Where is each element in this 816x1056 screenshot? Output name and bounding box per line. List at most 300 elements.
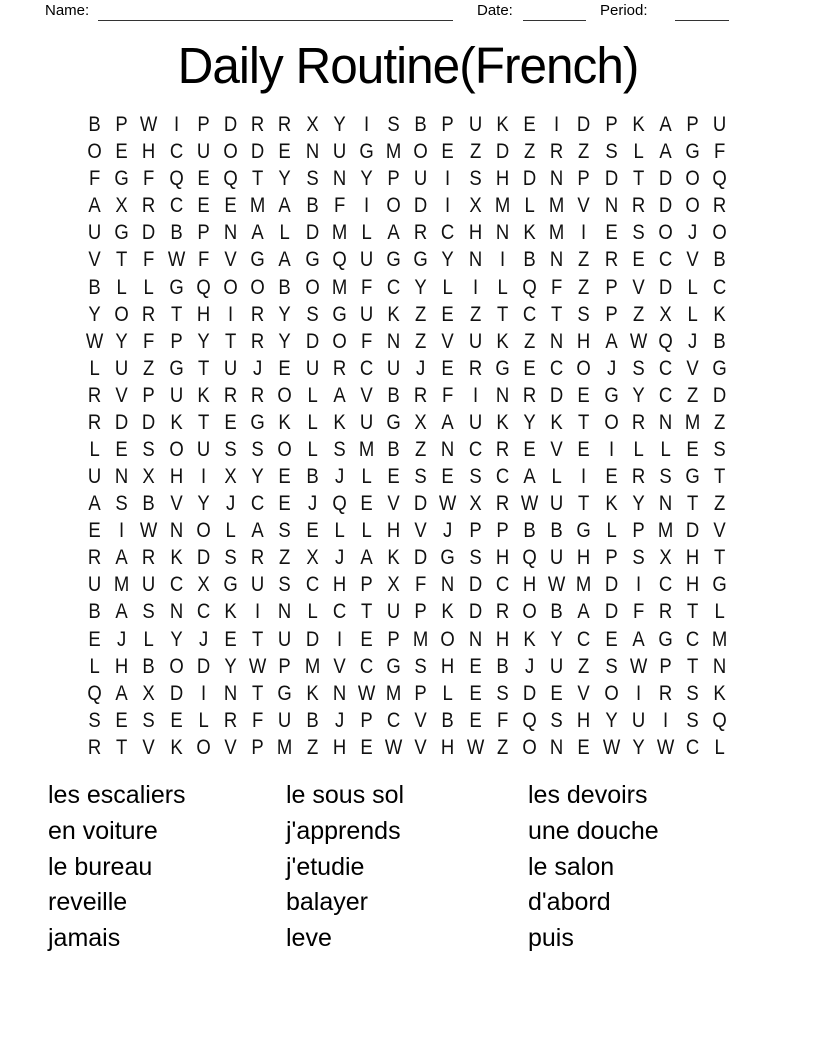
grid-letter: B — [496, 654, 509, 678]
grid-letter: D — [414, 194, 428, 218]
grid-letter: U — [115, 356, 129, 380]
grid-letter: D — [522, 167, 537, 191]
grid-letter: D — [305, 627, 319, 651]
grid-letter: B — [88, 275, 101, 299]
grid-letter: O — [196, 519, 211, 543]
grid-letter: S — [550, 708, 563, 732]
grid-letter: F — [143, 329, 155, 353]
grid-letter: S — [632, 356, 645, 380]
grid-letter: K — [496, 329, 509, 353]
grid-letter: Y — [604, 708, 618, 732]
grid-letter: D — [468, 573, 482, 597]
grid-letter: B — [523, 519, 536, 543]
grid-letter: L — [497, 275, 508, 299]
grid-letter: E — [523, 437, 536, 461]
grid-letter: E — [197, 194, 210, 218]
grid-letter: J — [253, 356, 263, 380]
grid-letter: I — [336, 627, 342, 651]
grid-letter: F — [714, 140, 726, 164]
grid-letter: J — [416, 356, 426, 380]
grid-letter: T — [632, 167, 644, 191]
grid-letter: U — [278, 708, 292, 732]
grid-letter: Z — [279, 546, 291, 570]
grid-letter: Z — [306, 735, 318, 759]
grid-letter: V — [414, 519, 428, 543]
grid-letter: R — [251, 546, 265, 570]
grid-letter: N — [658, 492, 673, 516]
grid-letter: D — [577, 113, 591, 137]
page-title: Daily Routine(French) — [177, 37, 639, 94]
grid-letter: T — [197, 410, 209, 434]
grid-letter: W — [629, 654, 648, 678]
grid-letter: P — [414, 600, 428, 624]
grid-letter: A — [251, 221, 264, 245]
grid-letter: E — [604, 221, 618, 245]
period-label: Period: — [600, 2, 648, 19]
grid-letter: U — [359, 410, 374, 434]
grid-letter: L — [89, 356, 100, 380]
grid-letter: E — [224, 194, 237, 218]
grid-letter: P — [197, 113, 210, 137]
grid-letter: U — [169, 383, 183, 407]
grid-letter: C — [169, 573, 183, 597]
period-fill-line — [675, 4, 729, 21]
grid-letter: J — [117, 627, 127, 651]
grid-letter: H — [196, 302, 211, 326]
grid-letter: O — [685, 194, 700, 218]
grid-letter: O — [196, 735, 211, 759]
grid-letter: Y — [550, 627, 563, 651]
grid-letter: V — [414, 708, 428, 732]
grid-letter: P — [278, 654, 292, 678]
grid-letter: O — [168, 437, 184, 461]
grid-letter: C — [658, 573, 673, 597]
grid-letter: H — [577, 546, 591, 570]
grid-letter: E — [469, 654, 482, 678]
grid-letter: F — [197, 248, 209, 272]
grid-letter: I — [119, 519, 125, 543]
grid-letter: L — [225, 519, 236, 543]
grid-letter: E — [305, 519, 319, 543]
grid-letter: D — [658, 275, 673, 299]
grid-letter: A — [604, 329, 618, 353]
grid-letter: Z — [714, 410, 726, 434]
grid-letter: V — [632, 275, 645, 299]
grid-letter: M — [413, 627, 429, 651]
grid-letter: S — [604, 654, 618, 678]
grid-letter: E — [360, 627, 373, 651]
grid-letter: Z — [496, 735, 509, 759]
grid-letter: L — [143, 275, 155, 299]
grid-letter: E — [441, 356, 455, 380]
grid-letter: R — [631, 465, 646, 489]
grid-letter: C — [658, 383, 673, 407]
grid-letter: P — [496, 519, 509, 543]
grid-letter: H — [522, 573, 537, 597]
grid-letter: G — [277, 681, 293, 705]
grid-letter: T — [252, 627, 264, 651]
grid-letter: N — [550, 329, 564, 353]
grid-letter: O — [522, 735, 537, 759]
grid-letter: Y — [197, 492, 210, 516]
grid-letter: B — [169, 221, 183, 245]
grid-letter: Y — [523, 410, 536, 434]
grid-letter: J — [606, 356, 616, 380]
word-list-item: jamais — [48, 924, 121, 953]
grid-letter: R — [142, 546, 156, 570]
grid-letter: L — [306, 437, 318, 461]
grid-letter: W — [466, 735, 484, 759]
grid-letter: U — [468, 410, 482, 434]
grid-letter: Q — [522, 708, 537, 732]
grid-letter: U — [251, 573, 265, 597]
grid-letter: M — [277, 735, 293, 759]
grid-letter: P — [251, 735, 264, 759]
grid-letter: R — [223, 383, 238, 407]
grid-letter: A — [115, 681, 128, 705]
grid-letter: S — [305, 167, 319, 191]
grid-letter: V — [387, 492, 400, 516]
grid-letter: Z — [578, 248, 590, 272]
grid-letter: A — [387, 221, 400, 245]
grid-letter: H — [686, 546, 700, 570]
grid-letter: D — [658, 167, 673, 191]
grid-letter: G — [114, 167, 129, 191]
grid-letter: C — [169, 194, 183, 218]
grid-letter: E — [88, 627, 101, 651]
grid-letter: L — [116, 275, 127, 299]
grid-letter: M — [358, 437, 375, 461]
grid-letter: P — [142, 383, 156, 407]
word-list-column — [528, 778, 659, 957]
grid-letter: U — [713, 113, 727, 137]
grid-letter: N — [604, 194, 618, 218]
grid-letter: G — [168, 275, 184, 299]
grid-letter: B — [550, 600, 563, 624]
grid-letter: H — [577, 329, 591, 353]
grid-letter: D — [251, 140, 265, 164]
grid-letter: A — [659, 113, 672, 137]
grid-letter: E — [469, 708, 482, 732]
grid-letter: J — [443, 519, 453, 543]
grid-letter: T — [116, 735, 128, 759]
grid-letter: Z — [687, 383, 699, 407]
grid-letter: J — [688, 329, 698, 353]
grid-letter: T — [360, 600, 373, 624]
grid-letter: E — [88, 519, 101, 543]
grid-letter: L — [442, 681, 454, 705]
grid-letter: Y — [224, 654, 237, 678]
grid-letter: K — [224, 600, 237, 624]
grid-letter: R — [223, 708, 238, 732]
grid-letter: M — [385, 140, 402, 164]
grid-letter: R — [142, 302, 156, 326]
grid-letter: S — [469, 546, 482, 570]
grid-letter: Y — [169, 627, 183, 651]
word-search-grid — [81, 111, 734, 761]
grid-letter: B — [387, 437, 400, 461]
grid-letter: J — [334, 465, 344, 489]
grid-letter: A — [115, 600, 128, 624]
grid-letter: F — [360, 329, 373, 353]
grid-letter: O — [712, 221, 728, 245]
grid-letter: V — [169, 492, 183, 516]
grid-letter: P — [686, 113, 699, 137]
grid-letter: H — [495, 167, 510, 191]
grid-letter: K — [197, 383, 210, 407]
grid-letter: G — [658, 627, 673, 651]
grid-letter: D — [468, 600, 482, 624]
grid-letter: D — [550, 383, 564, 407]
grid-letter: S — [632, 221, 645, 245]
grid-letter: L — [306, 600, 318, 624]
grid-letter: L — [361, 519, 372, 543]
grid-letter: M — [494, 194, 511, 218]
grid-letter: E — [115, 140, 128, 164]
grid-letter: Z — [415, 329, 427, 353]
grid-letter: B — [88, 600, 101, 624]
grid-letter: P — [414, 681, 428, 705]
grid-letter: E — [278, 465, 292, 489]
grid-letter: F — [496, 708, 509, 732]
grid-letter: R — [658, 681, 673, 705]
grid-letter: V — [686, 248, 699, 272]
grid-letter: I — [499, 248, 505, 272]
grid-letter: Y — [251, 465, 264, 489]
grid-letter: L — [279, 221, 291, 245]
grid-letter: A — [632, 627, 645, 651]
grid-letter: N — [441, 437, 455, 461]
word-list-item: d'abord — [528, 888, 611, 917]
grid-letter: R — [278, 113, 292, 137]
grid-letter: B — [387, 383, 400, 407]
grid-letter: Y — [278, 167, 292, 191]
grid-letter: Q — [522, 546, 537, 570]
grid-letter: W — [140, 113, 158, 137]
grid-letter: K — [632, 113, 645, 137]
grid-letter: Y — [414, 275, 428, 299]
grid-letter: U — [278, 627, 292, 651]
grid-letter: Q — [196, 275, 211, 299]
grid-letter: C — [196, 600, 211, 624]
grid-letter: G — [223, 573, 238, 597]
grid-letter: X — [142, 465, 156, 489]
grid-letter: V — [550, 437, 563, 461]
grid-letter: C — [550, 356, 564, 380]
grid-letter: T — [714, 546, 726, 570]
grid-letter: N — [441, 573, 455, 597]
grid-letter: Z — [415, 437, 427, 461]
grid-letter: V — [577, 194, 591, 218]
grid-letter: S — [278, 573, 292, 597]
word-list-item: reveille — [48, 888, 128, 917]
grid-letter: W — [656, 735, 675, 759]
grid-letter: V — [333, 654, 346, 678]
grid-letter: N — [495, 221, 510, 245]
grid-letter: H — [441, 654, 455, 678]
grid-letter: S — [278, 519, 292, 543]
grid-letter: Y — [88, 302, 101, 326]
grid-letter: C — [386, 708, 401, 732]
grid-letter: R — [251, 383, 265, 407]
grid-letter: O — [603, 410, 619, 434]
grid-letter: S — [142, 600, 156, 624]
grid-letter: W — [384, 735, 403, 759]
grid-letter: Y — [632, 735, 645, 759]
grid-letter: N — [332, 681, 346, 705]
grid-letter: R — [251, 302, 265, 326]
grid-letter: D — [223, 113, 238, 137]
grid-letter: D — [169, 681, 183, 705]
grid-letter: D — [414, 546, 428, 570]
grid-letter: D — [522, 681, 537, 705]
grid-letter: A — [115, 546, 128, 570]
grid-letter: F — [143, 248, 155, 272]
grid-letter: R — [550, 140, 564, 164]
grid-letter: I — [363, 194, 370, 218]
grid-letter: E — [577, 735, 591, 759]
grid-letter: P — [632, 519, 645, 543]
grid-letter: A — [659, 140, 672, 164]
grid-letter: S — [686, 708, 699, 732]
grid-letter: F — [442, 383, 454, 407]
word-list-item: le bureau — [48, 852, 153, 881]
date-label: Date: — [477, 2, 513, 19]
grid-letter: D — [305, 221, 319, 245]
grid-letter: E — [115, 708, 128, 732]
grid-letter: G — [359, 140, 374, 164]
grid-letter: T — [252, 167, 264, 191]
grid-letter: X — [414, 410, 428, 434]
grid-letter: S — [469, 167, 482, 191]
grid-letter: O — [522, 600, 537, 624]
date-fill-line — [523, 4, 586, 21]
grid-letter: S — [577, 302, 591, 326]
grid-letter: I — [445, 167, 451, 191]
grid-letter: L — [551, 465, 562, 489]
grid-letter: Q — [332, 492, 347, 516]
grid-letter: W — [548, 573, 566, 597]
grid-letter: V — [88, 248, 101, 272]
grid-letter: P — [387, 167, 400, 191]
grid-letter: X — [659, 302, 672, 326]
grid-letter: R — [251, 329, 265, 353]
grid-letter: E — [686, 437, 699, 461]
word-list-item: les escaliers — [48, 781, 186, 809]
grid-letter: R — [631, 410, 646, 434]
grid-letter: X — [659, 546, 672, 570]
grid-letter: V — [577, 681, 591, 705]
grid-letter: K — [496, 410, 509, 434]
grid-letter: K — [387, 302, 400, 326]
grid-letter: S — [88, 708, 101, 732]
grid-letter: C — [332, 600, 346, 624]
grid-letter: S — [414, 465, 428, 489]
grid-letter: S — [224, 437, 237, 461]
grid-letter: S — [713, 437, 727, 461]
grid-letter: O — [168, 654, 184, 678]
grid-letter: G — [603, 383, 619, 407]
grid-letter: O — [332, 329, 347, 353]
grid-letter: W — [520, 492, 539, 516]
grid-letter: B — [523, 248, 536, 272]
grid-letter: W — [85, 329, 104, 353]
grid-letter: U — [305, 356, 319, 380]
grid-letter: U — [550, 492, 564, 516]
grid-letter: U — [468, 113, 482, 137]
grid-letter: E — [632, 248, 645, 272]
grid-letter: S — [142, 437, 156, 461]
grid-letter: P — [169, 329, 183, 353]
word-list-item: balayer — [286, 888, 368, 917]
grid-letter: X — [224, 465, 237, 489]
grid-letter: B — [142, 654, 156, 678]
grid-letter: L — [143, 627, 155, 651]
grid-letter: H — [169, 465, 183, 489]
grid-letter: D — [115, 410, 129, 434]
grid-letter: R — [87, 546, 102, 570]
grid-letter: R — [414, 221, 428, 245]
grid-letter: Q — [658, 329, 673, 353]
word-list-item: en voiture — [48, 816, 158, 845]
grid-letter: Q — [712, 167, 728, 191]
grid-letter: X — [305, 113, 319, 137]
grid-letter: S — [224, 546, 237, 570]
grid-letter: Z — [578, 654, 590, 678]
grid-letter: O — [386, 194, 401, 218]
grid-letter: W — [629, 329, 648, 353]
grid-letter: X — [387, 573, 400, 597]
grid-letter: G — [250, 248, 265, 272]
grid-letter: L — [687, 275, 698, 299]
grid-letter: E — [169, 708, 183, 732]
grid-letter: T — [224, 329, 237, 353]
grid-letter: I — [554, 113, 560, 137]
grid-letter: R — [713, 194, 727, 218]
grid-letter: I — [635, 681, 641, 705]
grid-letter: I — [581, 465, 587, 489]
grid-letter: P — [197, 221, 210, 245]
grid-letter: P — [360, 708, 373, 732]
grid-letter: F — [360, 275, 373, 299]
grid-letter: Z — [714, 492, 726, 516]
grid-letter: Q — [168, 167, 184, 191]
grid-letter: O — [223, 275, 238, 299]
grid-letter: M — [712, 627, 728, 651]
grid-letter: N — [386, 329, 401, 353]
word-list-column — [286, 778, 404, 957]
grid-letter: A — [278, 194, 292, 218]
grid-letter: U — [87, 573, 102, 597]
grid-letter: E — [604, 465, 618, 489]
grid-letter: U — [142, 573, 156, 597]
grid-letter: J — [334, 708, 344, 732]
grid-letter: T — [578, 492, 590, 516]
grid-letter: Z — [632, 302, 644, 326]
grid-letter: U — [550, 546, 564, 570]
grid-letter: T — [687, 600, 699, 624]
grid-letter: D — [142, 410, 156, 434]
grid-letter: I — [227, 302, 234, 326]
grid-letter: Z — [578, 140, 590, 164]
grid-letter: T — [687, 492, 699, 516]
grid-letter: A — [360, 546, 373, 570]
grid-letter: L — [198, 708, 209, 732]
grid-letter: G — [332, 302, 347, 326]
grid-letter: D — [658, 194, 673, 218]
grid-letter: G — [440, 546, 456, 570]
grid-letter: H — [332, 573, 346, 597]
